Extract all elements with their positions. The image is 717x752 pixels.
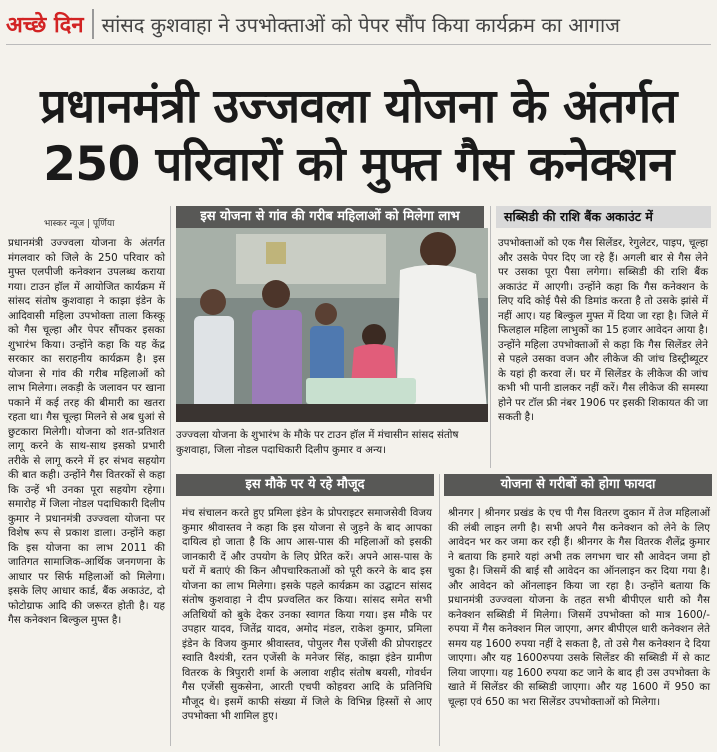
byline: भास्कर न्यूज | पूर्णिया xyxy=(44,219,115,229)
benefit-text: श्रीनगर | श्रीनगर प्रखंड के एच पी गैस वितरण दुकान में तेज महिलाओं की लंबी लाइन लगी है। सभी अपने गैस कनेक्शन को लेने के लिए आवेदन भर कर जमा कर रही हैं। श्रीनगर के गैस वितरक शैलेंद्र कुमार ने बताया कि हमारे यहां अभी तक लगभग चार सौ आवेदन जमा हो चुका है। जिसमें की बाई सौ आवेदन का ऑनलाइन कर दिया गया है। और आवेदन को ऑनलाइन किया जा रहा है। उन्होंने बताया कि प्रधानमंत्री उज्ज्वला योजना के तहत सभी बीपीएल धारी को गैस कनेक्शन सब्सिडी में मिलेगा। जिसमें उपभोक्ता को मात्र 1600/- रुपया में गैस कनेक्शन मिल जाएगा, अगर बीपीएल धारी कनेक्शन लेते समय यह 1600 रुपया नहीं दे सकता है, तो उसे गैस कनेक्शन दे दिया जाएगा। और यह 1600रुपया उसके सिलेंडर की सब्सिडी में से काट लिया जाएगा। यह 1600 रुपया कट जाने के बाद ही उस उपभोक्ता के खाते में सिलेंडर की सब्सिडी जाएगा। और यह 1600 में 950 का चूल्हा एवं 650 का भरा सिलेंडर उपभोक्ताओं को मिलेगा। xyxy=(448,507,710,708)
benefit-heading: योजना से गरीबों को होगा फायदा xyxy=(444,474,712,496)
column-divider xyxy=(490,206,491,468)
subsidy-heading: सब्सिडी की राशि बैंक अकाउंट में xyxy=(496,206,711,228)
kicker-bar xyxy=(6,4,711,45)
left-column-text: प्रधानमंत्री उज्ज्वला योजना के अंतर्गत मंगलवार को जिले के 250 परिवार को मुफ्त एलपीजी कनेक्शन उपलब्ध कराया गया। टाउन हॉल में आयोजित कार्यक्रम में सांसद संतोष कुशवाहा ने काझा इंडेन के आदिवासी महिला उपभोक्ता ताला किस्कू को गैस चूल्हा और पेपर सौंपकर इसका शुभारंभ किया। उन्होंने कहा कि यह केंद्र सरकार का सराहनीय कार्यक्रम है। इस योजना से गांव की गरीब महिलाओं को लाभ मिलेगा। लकड़ी के जलावन पर खाना पकाने में कई तरह की बीमारी का खतरा रहता था। गैस चूल्हा मिलने से अब धुआं से छुटकारा मिलेगी। योजना को शत-प्रतिशत लागू करने के साथ-साथ इसको प्रभारी तरीके से लागू करने में हर संभव सहयोग की बात कही। उन्होंने गैस वितरकों से कहा कि उन्हें भी उनका पूरा सहयोग रहेगा। समारोह में जिला नोडल पदाधिकारी दिलीप कुमार ने प्रधानमंत्री उज्ज्वला योजना पर विशेष रूप से प्रकाश डाला। उन्होंने कहा कि इस योजना का लाभ 2011 की जातिगत सामाजिक-आर्थिक जनगणना के आधार पर सिर्फ महिलाओं को मिलेगा। इसके लिए आधार कार्ड, बैंक अकाउंट, दो फोटोग्राफ आदि की जरूरत होती है। यह गैस कनेक्शन बिल्कुल मुफ्त है। xyxy=(8,237,165,626)
headline-line-1: प्रधानमंत्री उज्जवला योजना के अंतर्गत xyxy=(40,79,677,134)
headline-line-2: 250 परिवारों को मुफ्त गैस कनेक्शन xyxy=(43,137,674,192)
photo-banner: इस योजना से गांव की गरीब महिलाओं को मिलेगा लाभ xyxy=(176,206,484,228)
column-divider xyxy=(170,206,171,746)
present-heading: इस मौके पर ये रहे मौजूद xyxy=(176,474,434,496)
event-photo xyxy=(176,228,488,422)
column-divider xyxy=(439,474,440,746)
present-text: मंच संचालन करते हुए प्रमिला इंडेन के प्रोपराइटर समाजसेवी विजय कुमार श्रीवास्तव ने कहा कि इस योजना से जुड़ने के बाद आपका दायित्व हो जाता है कि आप आस-पास की महिलाओं को इसकी जानकारी दें और उपयोग के लिए प्रेरित करें। अपने आस-पास के घरों में बताएं की किन औपचारिकताओं को पूरी करने के बाद इस योजना का लाभ मिलेगा। इसके पहले कार्यक्रम का उद्घाटन सांसद संतोष कुशवाहा ने दीप प्रज्वलित कर किया। सांसद समेत सभी अतिथियों को बुके देकर उनका स्वागत किया गया। इस मौके पर उपहार यादव, जितेंद्र यादव, अमोद मंडल, राकेश कुमार, प्रमिला इंडेन के विजय कुमार श्रीवास्तव, पोपुलर गैस एजेंसी की प्रोपराइटर स्वाति वैश्यंत्री, रतन एजेंसी के मनेजर सिंह, काझा इंडेन ग्रामीण वितरक के त्रिपुरारी शर्मा के अलावा शहीद संतोष बयसी, गोवर्धन गैस एजेंसी सुकसेना, आरती एचपी कोहवरा आदि के प्रतिनिधि मौजूद थे। इसमें काफी संख्या में जिले के विभिन्न हिस्सों से आए उपभोक्ता भी शामिल हुए। xyxy=(182,507,432,722)
photo-caption: उज्ज्वला योजना के शुभारंभ के मौके पर टाउन हॉल में मंचासीन सांसद संतोष कुशवाहा, जिला नोडल पदाधिकारी दिलीप कुमार व अन्य। xyxy=(176,429,459,456)
kicker-text: सांसद कुशवाहा ने उपभोक्ताओं को पेपर सौंप किया कार्यक्रम का आगाज xyxy=(101,12,620,37)
kicker-tag: अच्छे दिन xyxy=(6,9,94,39)
subsidy-text: उपभोक्ताओं को एक गैस सिलेंडर, रेगुलेटर, पाइप, चूल्हा और उसके पेपर दिए जा रहे हैं। अगली बार से गैस लेने पर उसका पूरा पैसा लगेगा। सब्सिडी की राशि बैंक अकाउंट में आएगी। उन्होंने कहा कि गैस कनेक्शन के लिए यदि कोई पैसे की डिमांड करता है तो उसके झांसे में नहीं आए। यह बिल्कुल मुफ्त में दिया जा रहा है। जिले में फिलहाल महिला लाभुकों का 15 हजार आवेदन आया है। उन्होंने महिला उपभोक्ताओं से कहा कि गैस सिलेंडर लेने से पहले उसका वजन और लीकेज की जांच डिस्ट्रीब्यूटर के यहां ही करवा लें। घर में सिलेंडर के लीकेज की जांच कभी भी पानी डालकर नहीं करें। गैस लीकेज की समस्या होने पर टॉल फ्री नंबर 1906 पर इसकी शिकायत की जा सकती है। xyxy=(498,237,708,423)
